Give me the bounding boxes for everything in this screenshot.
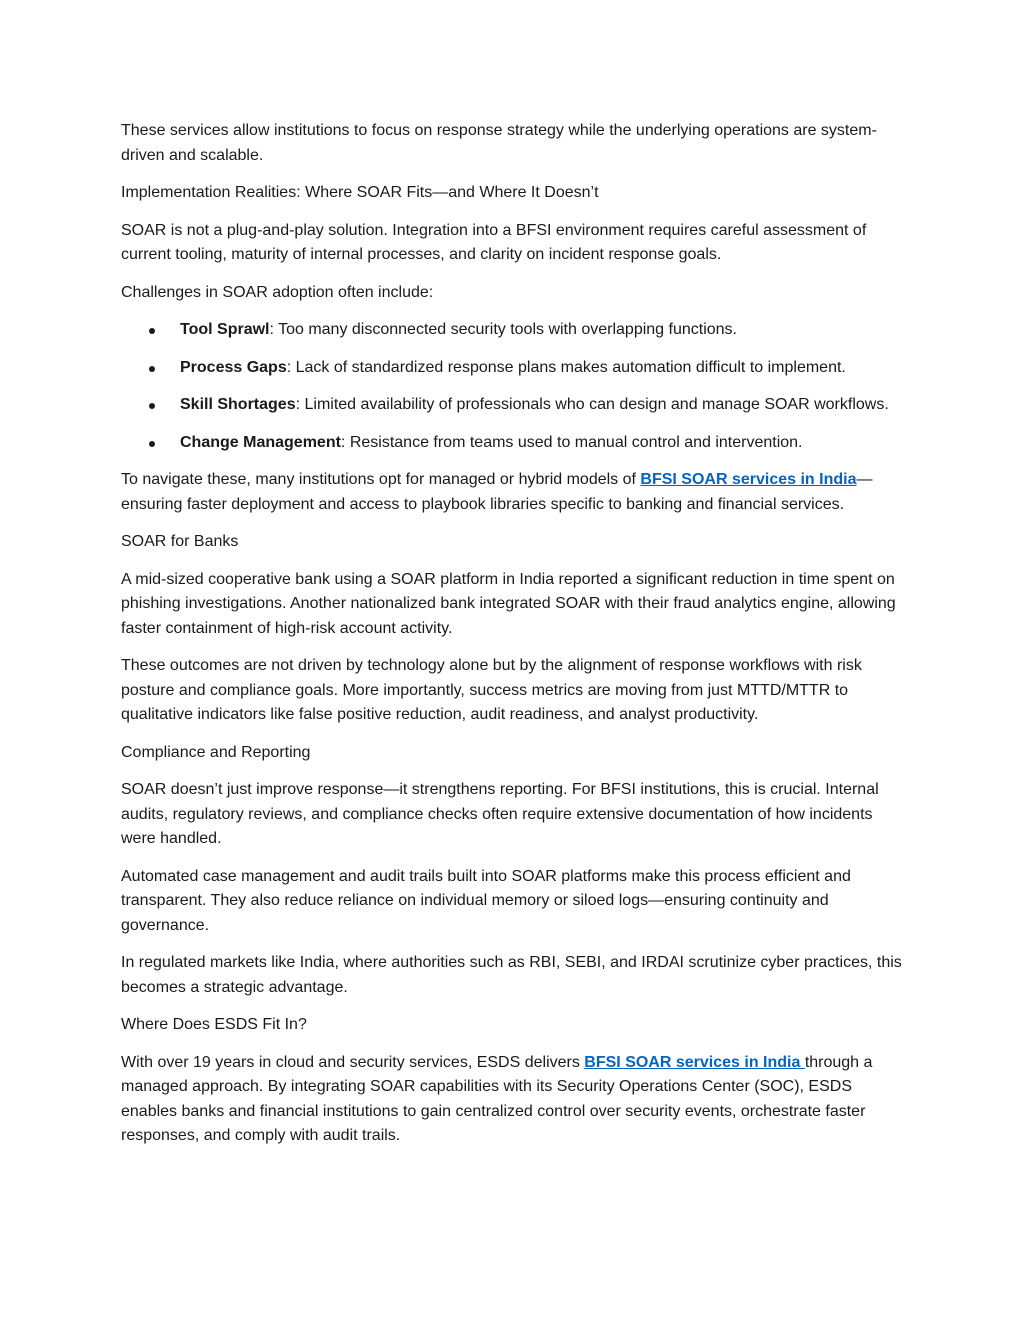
navigate-paragraph — [121, 468, 911, 517]
challenge-term: Change Management — [180, 433, 341, 451]
list-item — [121, 356, 911, 381]
challenge-text: : Too many disconnected security tools with overlapping functions. — [269, 321, 737, 338]
list-item — [121, 393, 911, 418]
challenge-term: Skill Shortages — [180, 396, 296, 413]
challenge-term: Tool Sprawl — [180, 321, 270, 338]
challenges-list — [121, 318, 911, 455]
esds-text-after: through a managed approach. By integrating SOAR capabilities with its Security Operations Center (SOC), ESDS enables banks and financial institutions to gain centralized control over security events, orchestrate faster responses, and comply with audit trails. — [121, 1053, 873, 1144]
challenge-text: : Resistance from teams used to manual control and intervention. — [340, 433, 803, 451]
compliance-heading: Compliance and Reporting — [121, 743, 311, 761]
bullet-icon — [149, 441, 155, 447]
challenge-term: Process Gaps — [180, 358, 287, 376]
list-item — [121, 431, 911, 456]
bfsi-soar-link[interactable]: BFSI SOAR services in India — [640, 471, 857, 488]
compliance-paragraph-2: Automated case management and audit trails built into SOAR platforms make this process efficient and transparent. They also reduce reliance on individual memory or siloed logs—ensuring continuity and governance. — [121, 867, 851, 934]
compliance-paragraph-3: In regulated markets like India, where authorities such as RBI, SEBI, and IRDAI scrutinize cyber practices, this becomes a strategic advantage. — [121, 954, 902, 996]
esds-heading: Where Does ESDS Fit In? — [121, 1016, 307, 1033]
navigate-text-after: —ensuring faster deployment and access to playbook libraries specific to banking and financial services. — [121, 471, 873, 513]
esds-text-before: With over 19 years in cloud and security services, ESDS delivers — [121, 1053, 585, 1071]
compliance-paragraph-1: SOAR doesn’t just improve response—it strengthens reporting. For BFSI institutions, this is crucial. Internal audits, regulatory reviews, and compliance checks often require extensive documentation of how incidents were handled. — [121, 781, 879, 847]
banks-heading: SOAR for Banks — [121, 533, 239, 550]
implementation-heading: Implementation Realities: Where SOAR Fits—and Where It Doesn’t — [121, 184, 599, 201]
bfsi-soar-link-esds[interactable]: BFSI SOAR services in India — [584, 1053, 805, 1071]
banks-paragraph-2: These outcomes are not driven by technology alone but by the alignment of response workflows with risk posture and compliance goals. More importantly, success metrics are moving from just MTTD/MTTR to qualitative indicators like false positive reduction, audit readiness, and analyst productivity. — [121, 657, 862, 723]
esds-paragraph — [121, 1051, 911, 1149]
challenge-text: : Lack of standardized response plans makes automation difficult to implement. — [286, 358, 846, 376]
document-page — [121, 119, 911, 1162]
navigate-text-before: To navigate these, many institutions opt for managed or hybrid models of — [121, 471, 641, 488]
list-item — [121, 318, 911, 343]
challenge-text: : Limited availability of professionals who can design and manage SOAR workflows. — [295, 396, 889, 413]
banks-paragraph-1: A mid-sized cooperative bank using a SOAR platform in India reported a significant reduction in time spent on phishing investigations. Another nationalized bank integrated SOAR with their fraud analytics engine, allowing faster containment of high-risk account activity. — [121, 570, 896, 637]
bullet-icon — [149, 403, 155, 409]
challenges-intro: Challenges in SOAR adoption often include: — [121, 283, 434, 301]
integration-paragraph: SOAR is not a plug-and-play solution. Integration into a BFSI environment requires careful assessment of current tooling, maturity of internal processes, and clarity on incident response goals. — [121, 221, 867, 263]
bullet-icon — [149, 366, 155, 372]
intro-paragraph: These services allow institutions to focus on response strategy while the underlying operations are system-driven and scalable. — [121, 122, 877, 164]
bullet-icon — [149, 328, 155, 334]
